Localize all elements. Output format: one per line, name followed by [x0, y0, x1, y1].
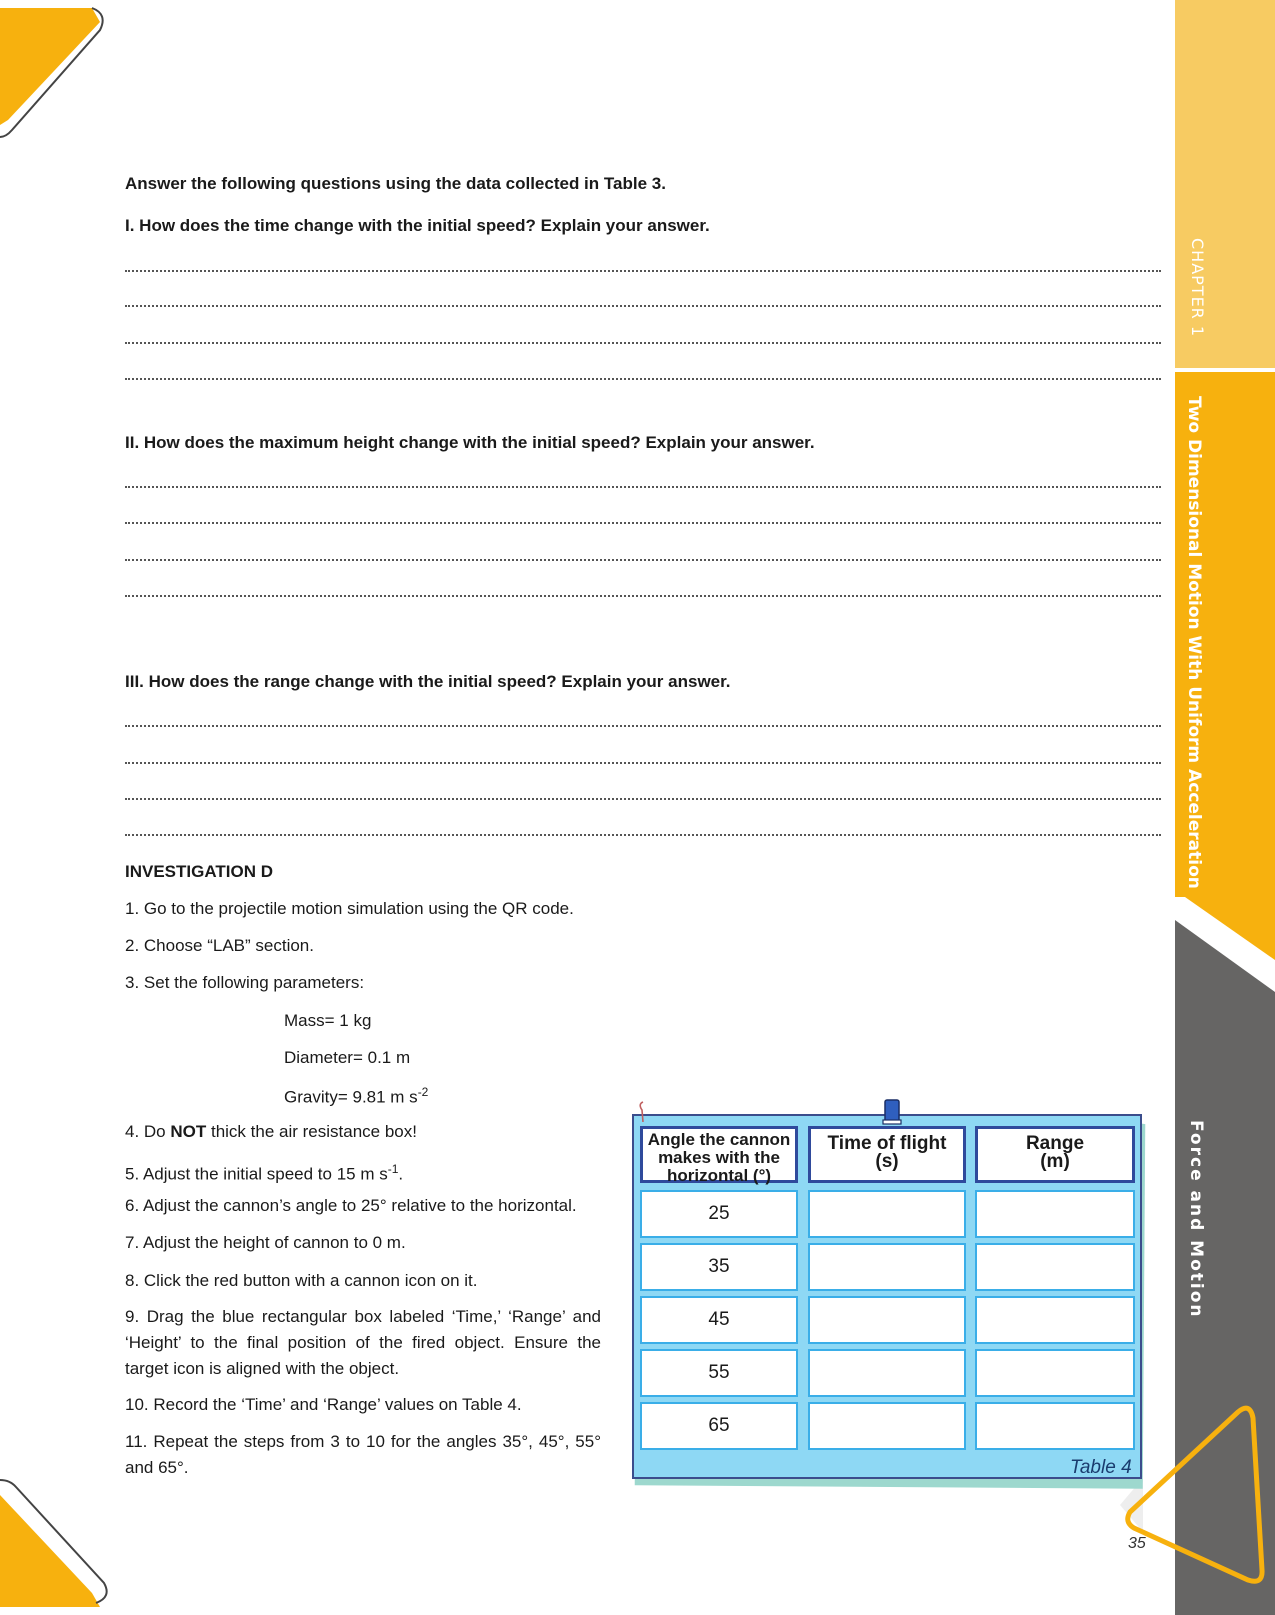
page-number-triangle-icon — [1120, 1400, 1275, 1600]
answer-line[interactable] — [125, 834, 1161, 836]
table-cell-time[interactable] — [808, 1402, 966, 1450]
header-range-line: Range — [1025, 1133, 1085, 1154]
bottom-left-corner-decoration — [0, 1475, 110, 1615]
answer-line[interactable] — [125, 559, 1161, 561]
question-2: II. How does the maximum height change with the initial speed? Explain your answer. — [125, 433, 815, 452]
step-10: 10. Record the ‘Time’ and ‘Range’ values on Table 4. — [125, 1395, 522, 1414]
step-4-pre: 4. Do — [125, 1122, 171, 1141]
header-time-line: (s) — [875, 1151, 899, 1172]
chapter-title: Two Dimensional Motion With Uniform Acceleration — [1184, 396, 1204, 889]
param-gravity — [284, 1085, 428, 1108]
table-cell-angle: 35 — [640, 1243, 798, 1291]
table-cell-range[interactable] — [975, 1349, 1135, 1397]
answer-line[interactable] — [125, 725, 1161, 727]
answer-line[interactable] — [125, 305, 1161, 307]
table-header-angle — [640, 1126, 798, 1183]
clip-icon — [882, 1098, 904, 1126]
step-6: 6. Adjust the cannon’s angle to 25° relative to the horizontal. — [125, 1196, 577, 1215]
table-cell-angle: 25 — [640, 1190, 798, 1238]
answer-line[interactable] — [125, 798, 1161, 800]
header-range-line: (m) — [1040, 1151, 1070, 1172]
param-mass: Mass= 1 kg — [284, 1011, 372, 1030]
param-diameter: Diameter= 0.1 m — [284, 1048, 411, 1067]
step-3: 3. Set the following parameters: — [125, 973, 365, 992]
unit-title: Force and Motion — [1186, 1120, 1206, 1319]
table-cell-angle: 45 — [640, 1296, 798, 1344]
pin-icon — [636, 1100, 650, 1122]
header-angle-line: Angle the cannon — [647, 1130, 791, 1149]
page-number: 35 — [1128, 1535, 1146, 1552]
answer-line[interactable] — [125, 270, 1161, 272]
answer-line[interactable] — [125, 595, 1161, 597]
answer-line[interactable] — [125, 522, 1161, 524]
table-header-range — [975, 1126, 1135, 1183]
table-cell-angle: 55 — [640, 1349, 798, 1397]
step-5 — [125, 1156, 403, 1188]
question-3: III. How does the range change with the initial speed? Explain your answer. — [125, 672, 731, 691]
header-angle-line: makes with the — [658, 1148, 780, 1167]
step-5-post: . — [398, 1164, 404, 1184]
table-cell-range[interactable] — [975, 1190, 1135, 1238]
answer-line[interactable] — [125, 342, 1161, 344]
table-cell-range[interactable] — [975, 1296, 1135, 1344]
answer-line[interactable] — [125, 378, 1161, 380]
table-cell-angle: 65 — [640, 1402, 798, 1450]
table-cell-time[interactable] — [808, 1349, 966, 1397]
step-5-pre: 5. Adjust the initial speed to 15 m s — [125, 1164, 388, 1184]
answer-line[interactable] — [125, 762, 1161, 764]
table-cell-time[interactable] — [808, 1296, 966, 1344]
step-4-bold: NOT — [170, 1122, 207, 1141]
table-cell-time[interactable] — [808, 1243, 966, 1291]
questions-intro: Answer the following questions using the data collected in Table 3. — [125, 174, 666, 193]
gravity-text: Gravity= 9.81 m s — [284, 1087, 418, 1107]
step-9: 9. Drag the blue rectangular box labeled ‘Time,’ ‘Range’ and ‘Height’ to the final position of the fired object. Ensure the target icon is aligned with the object. — [125, 1307, 601, 1378]
step-4-post: thick the air resistance box! — [206, 1122, 417, 1141]
step-7: 7. Adjust the height of cannon to 0 m. — [125, 1233, 406, 1252]
step-8: 8. Click the red button with a cannon icon on it. — [125, 1271, 478, 1290]
table-cell-range[interactable] — [975, 1402, 1135, 1450]
header-time-line: Time of flight — [827, 1133, 947, 1154]
answer-line[interactable] — [125, 486, 1161, 488]
step-1: 1. Go to the projectile motion simulation using the QR code. — [125, 899, 574, 918]
header-angle-line: horizontal (°) — [666, 1166, 772, 1185]
chapter-label: CHAPTER 1 — [1188, 238, 1207, 338]
step-4 — [125, 1119, 417, 1145]
table-cell-time[interactable] — [808, 1190, 966, 1238]
table-caption: Table 4 — [1070, 1457, 1132, 1478]
question-1: I. How does the time change with the initial speed? Explain your answer. — [125, 216, 710, 235]
investigation-heading: INVESTIGATION D — [125, 862, 273, 881]
step-5-exponent: -1 — [387, 1162, 399, 1176]
table-header-time — [808, 1126, 966, 1183]
step-11: 11. Repeat the steps from 3 to 10 for the angles 35°, 45°, 55° and 65°. — [125, 1432, 601, 1477]
step-2: 2. Choose “LAB” section. — [125, 936, 314, 955]
top-left-corner-decoration — [0, 0, 110, 140]
gravity-exponent: -2 — [417, 1085, 429, 1099]
table-cell-range[interactable] — [975, 1243, 1135, 1291]
